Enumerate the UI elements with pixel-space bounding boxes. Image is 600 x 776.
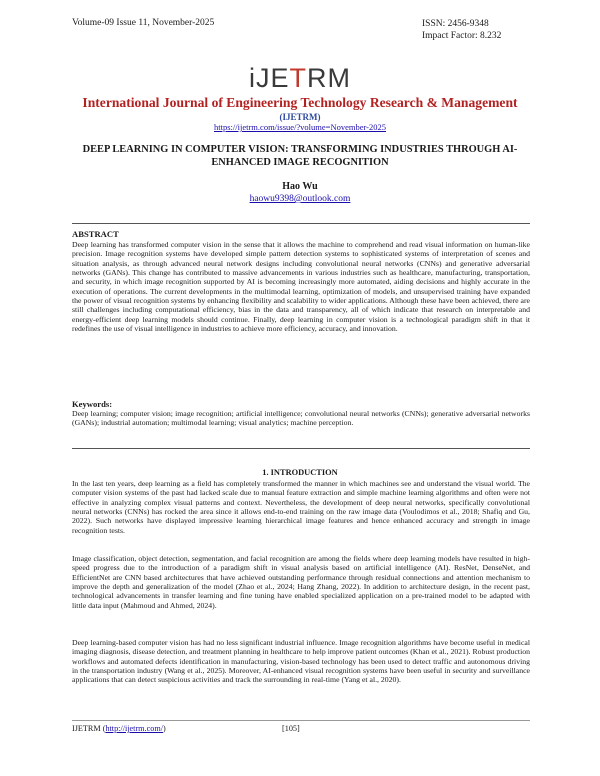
abstract-heading: ABSTRACT bbox=[72, 229, 119, 239]
intro-paragraph-2: Image classification, object detection, segmentation, and facial recognition are among the fields where deep learning models have resulted in high-speed progress due to the introduction of a paradigm shift in visual analysis based on artificial intelligence (AI). ResNet, DenseNet, and EfficientNet are CNN based architectures that have achieved outstanding performance through residual connections and attention mechanism to improve the depth and generalization of the model (Zhao et al., 2024; Hang Zhang, 2022). In addition to architecture design, in the recent past, technological advancements in transfer learning and fine tuning have enabled specialized application on a pre-trained model to be adapted with little data input (Mahmoud and Ahmed, 2024). bbox=[72, 554, 530, 610]
intro-paragraph-1: In the last ten years, deep learning as a field has completely transformed the manner in which machines see and understand the visual world. The computer vision systems of the past had lacked scale due to manual feature extraction and simple machine learning algorithms and often were not effective in analyzing complex visual patterns and context. Nevertheless, the development of deep neural networks, specifically convolutional neural networks (CNNs) has rocked the area since it allows end-to-end training on the raw image data (Voulodimos et al., 2018; Shafiq and Gu, 2022). Such networks have displayed impressive learning hierarchical image features and hence enhanced accuracy and strength in image recognition tests. bbox=[72, 479, 530, 535]
logo-accent: T bbox=[289, 63, 307, 93]
paper-title: DEEP LEARNING IN COMPUTER VISION: TRANSFORMING INDUSTRIES THROUGH AI-ENHANCED IMAGE RECOGNITION bbox=[82, 144, 518, 168]
logo-suffix: RM bbox=[307, 63, 351, 93]
keywords-heading: Keywords: bbox=[72, 399, 113, 409]
logo-prefix: iJE bbox=[248, 63, 290, 93]
journal-name: International Journal of Engineering Technology Research & Management bbox=[82, 95, 518, 110]
footer-journal bbox=[72, 724, 166, 733]
introduction-heading: 1. INTRODUCTION bbox=[262, 468, 338, 477]
impact-factor: Impact Factor: 8.232 bbox=[422, 31, 502, 41]
abstract-text: Deep learning has transformed computer vision in the sense that it allows the machine to comprehend and read visual information on human-like precision. Image recognition systems have developed simple pattern detection systems to sophisticated systems of interpretation of scenes and situation analysis, as through advanced neural network designs including convolutional neural networks (CNNs) and generative adversarial networks (GANs). This change has contributed to massive advancements in various industries such as healthcare, manufacturing, transportation, and security, in which image recognition supported by AI is becoming increasingly more automated, aiding decisions and highly accurate in the execution of operations. The current developments in the multimodal learning, optimization of models, and unsupervised training have expanded the power of visual recognition systems by enhancing flexibility and scalability to wider applications. Although these have been achieved, there are still challenges including computational efficiency, bias in the data and transparency, all of which indicate that research on interpretable and energy-efficient deep learning models should continue. Finally, deep learning in computer vision is a technological paradigm shift in that it redefines the use of visual intelligence in industries to achieve more efficiency, accuracy, and innovation. bbox=[72, 240, 530, 333]
page-number: [105] bbox=[282, 724, 300, 733]
journal-abbr: (IJETRM) bbox=[279, 112, 321, 122]
divider-middle bbox=[72, 448, 530, 449]
divider-top bbox=[72, 223, 530, 224]
issn-block bbox=[422, 18, 501, 42]
journal-logo bbox=[0, 64, 600, 92]
footer-link[interactable]: http://ijetrm.com/ bbox=[105, 724, 163, 733]
issue-link[interactable]: https://ijetrm.com/issue/?volume=November-2025 bbox=[214, 122, 386, 132]
footer-close: ) bbox=[162, 724, 166, 733]
keywords-text: Deep learning; computer vision; image recognition; artificial intelligence; convolutional neural networks (CNNs); generative adversarial networks (GANs); industrial automation; multimodal learning; visual analytics; machine perception. bbox=[72, 409, 530, 428]
footer-label: IJETRM ( bbox=[72, 724, 106, 733]
footer-divider bbox=[72, 720, 530, 721]
author-email-link[interactable]: haowu9398@outlook.com bbox=[249, 194, 351, 204]
volume-info: Volume-09 Issue 11, November-2025 bbox=[72, 18, 215, 28]
intro-paragraph-3: Deep learning-based computer vision has had no less significant industrial influence. Image recognition algorithms have become useful in medical imaging diagnosis, disease detection, and treatment planning in healthcare to help improve patient outcomes (Khan et al., 2021). Robust production workflows and automated defects identification in manufacturing, vision-based technology has been used to detect traffic and autonomous driving in the transportation industry (Wang et al., 2025). Moreover, AI-enhanced visual recognition systems have been useful in security and surveillance applications that can detect suspicious activities and track the surrounding in real-time (Yang et al., 2020). bbox=[72, 638, 530, 685]
issn: ISSN: 2456-9348 bbox=[422, 19, 489, 29]
author-name: Hao Wu bbox=[282, 181, 318, 192]
